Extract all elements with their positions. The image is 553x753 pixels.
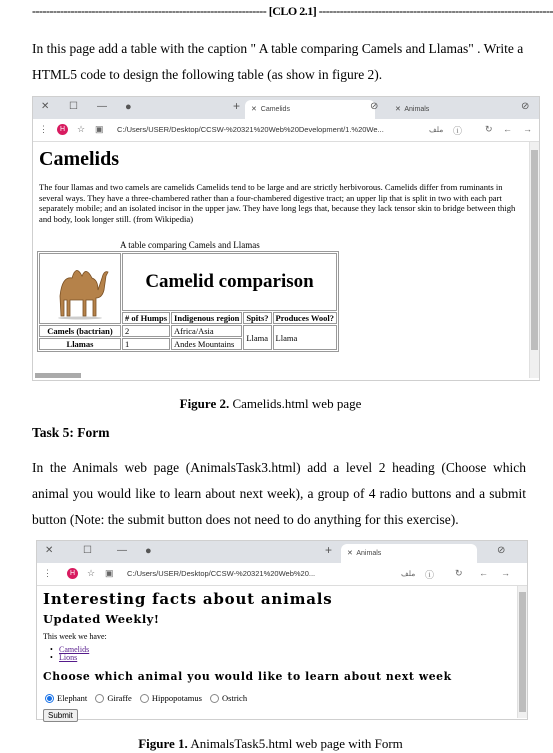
figure1-caption [0, 736, 541, 752]
camelids-paragraph: The four llamas and two camels are camelids Camelids tend to be large and are strictly herbivorous. Camelids differ from ruminants in several ways. They have a three-chambered rather than a four-chambered digestive tract; an upper lip that is split in two with each part separately mobile; and an isolated incisor in the upper jaw. They have long legs that, because they lack tensor skin to bridge between thigh and body, look longer still. (from Wikipedia) [39, 182, 516, 224]
radio-label-elephant: Elephant [57, 693, 88, 704]
close-window-icon[interactable]: ✕ [45, 545, 54, 556]
reload-icon[interactable]: ↻ [455, 568, 463, 578]
animals-browser-window [36, 540, 528, 720]
clo-label: [CLO 2.1] [268, 4, 317, 18]
url-file-label: ملف [429, 125, 444, 134]
tab-bar [33, 97, 539, 119]
maximize-icon[interactable]: ☐ [69, 101, 78, 112]
avatar[interactable]: H [67, 568, 78, 579]
back-icon[interactable]: ← [503, 124, 512, 134]
radio-hippopotamus[interactable] [140, 694, 149, 703]
star-icon[interactable]: ☆ [87, 568, 96, 578]
radio-giraffe[interactable] [95, 694, 104, 703]
radio-label-hippopotamus: Hippopotamus [151, 693, 202, 704]
page-content [37, 586, 517, 718]
radio-label-giraffe: Giraffe [107, 693, 132, 704]
table-row [39, 325, 337, 337]
back-icon[interactable]: ← [479, 568, 488, 578]
col-wool: Produces Wool? [273, 312, 337, 324]
camel-image-cell [39, 253, 121, 324]
close-window-icon[interactable]: ✕ [41, 101, 50, 112]
col-region: Indigenous region [171, 312, 242, 324]
col-humps: # of Humps [122, 312, 170, 324]
new-tab-icon[interactable]: + [325, 543, 333, 557]
camelids-browser-window [32, 96, 540, 381]
url-text[interactable]: C:/Users/USER/Desktop/CCSW-%20321%20Web%20... [127, 569, 316, 578]
dashes-left: ------------------------------------------------------------------- [32, 4, 267, 18]
row-name: Camels (bactrian) [39, 325, 121, 337]
submit-button[interactable]: Submit [43, 709, 78, 722]
cell-spits: Llama [243, 325, 271, 350]
radio-label-ostrich: Ostrich [222, 693, 248, 704]
figure2-caption-label: Figure 2. [179, 396, 230, 411]
minimize-icon[interactable]: — [97, 101, 107, 112]
star-icon[interactable]: ☆ [77, 124, 86, 134]
scrollbar-thumb[interactable] [519, 592, 526, 712]
address-bar [37, 563, 527, 586]
figure2-caption [0, 396, 541, 412]
reload-icon[interactable]: ↻ [485, 124, 493, 134]
url-file-label: ملف [401, 569, 416, 578]
tab-icon[interactable]: ⊘ [497, 545, 506, 556]
clo-header [32, 4, 553, 19]
camelid-table [37, 251, 339, 352]
scrollbar[interactable] [529, 142, 539, 378]
cell-wool: Llama [273, 325, 337, 350]
horizontal-scrollbar-thumb[interactable] [35, 373, 81, 378]
cell-region: Africa/Asia [171, 325, 242, 337]
cell-humps: 2 [122, 325, 170, 337]
task-title: Task 5: Form [32, 425, 110, 440]
intro-paragraph: In this page add a table with the caption " A table comparing Camels and Llamas" . Write a HTML5 code to design the following table (as show in figure 2). [32, 41, 524, 82]
menu-icon[interactable]: ⋮ [43, 568, 52, 578]
tab-animals-label: Animals [356, 550, 382, 557]
col-spits: Spits? [243, 312, 271, 324]
lions-link[interactable]: Lions [59, 653, 78, 662]
page-content [33, 142, 529, 376]
row-name: Llamas [39, 338, 121, 350]
radio-elephant[interactable] [45, 694, 54, 703]
updated-heading: Updated Weekly! [43, 612, 160, 626]
task-description: In the Animals web page (AnimalsTask3.html) add a level 2 heading (Choose which animal you would like to learn about next week), a group of 4 radio buttons and a submit button (Note: the submit button does not need to do anything for this exercise). [32, 460, 526, 527]
record-icon[interactable]: ● [145, 545, 152, 557]
scrollbar[interactable] [517, 586, 527, 718]
minimize-icon[interactable]: — [117, 545, 127, 556]
figure1-caption-text: AnimalsTask5.html web page with Form [187, 736, 403, 751]
week-paragraph: This week we have: [43, 632, 107, 641]
tab-icon[interactable]: ⊘ [370, 101, 379, 112]
camelids-link[interactable]: Camelids [59, 645, 90, 654]
avatar[interactable]: H [57, 124, 68, 135]
list-item [59, 654, 89, 662]
info-icon[interactable]: ⓘ [425, 570, 435, 580]
new-tab-icon[interactable]: + [233, 99, 241, 113]
radio-ostrich[interactable] [210, 694, 219, 703]
tab-animals-label: Animals [404, 106, 430, 113]
table-title: Camelid comparison [122, 253, 337, 311]
reader-icon[interactable]: ▣ [95, 124, 104, 134]
record-icon[interactable]: ● [125, 101, 132, 113]
table-caption: A table comparing Camels and Llamas [120, 240, 260, 250]
scrollbar-thumb[interactable] [531, 150, 538, 350]
facts-heading: Interesting facts about animals [43, 590, 333, 608]
tab-bar [37, 541, 527, 563]
forward-icon[interactable]: → [501, 568, 510, 578]
tab-camelids-label: Camelids [260, 106, 290, 113]
address-bar [33, 119, 539, 142]
camel-image [52, 256, 108, 320]
page-heading: Camelids [39, 148, 119, 170]
cell-humps: 1 [122, 338, 170, 350]
forward-icon[interactable]: → [523, 124, 532, 134]
reader-icon[interactable]: ▣ [105, 568, 114, 578]
cell-region: Andes Mountains [171, 338, 242, 350]
tab-camelids[interactable]: ✕ Camelids [245, 100, 375, 119]
tab-animals[interactable]: ✕ Animals [395, 106, 430, 113]
dashes-right: ------------------------------------------------------------------- [318, 4, 553, 18]
maximize-icon[interactable]: ☐ [83, 545, 92, 556]
figure1-caption-label: Figure 1. [138, 736, 188, 751]
tab-icon-2[interactable]: ⊘ [521, 101, 530, 112]
figure2-caption-text: Camelids.html web page [229, 396, 362, 411]
info-icon[interactable]: ⓘ [453, 126, 463, 136]
menu-icon[interactable]: ⋮ [39, 124, 48, 134]
animal-radio-group [45, 692, 253, 703]
tab-animals[interactable]: ✕ Animals [341, 544, 477, 563]
url-text[interactable]: C:/Users/USER/Desktop/CCSW-%20321%20Web%20Development/1.%20We... [117, 125, 384, 134]
animal-links-list [59, 646, 89, 662]
choose-heading: Choose which animal you would like to learn about next week [43, 670, 452, 683]
